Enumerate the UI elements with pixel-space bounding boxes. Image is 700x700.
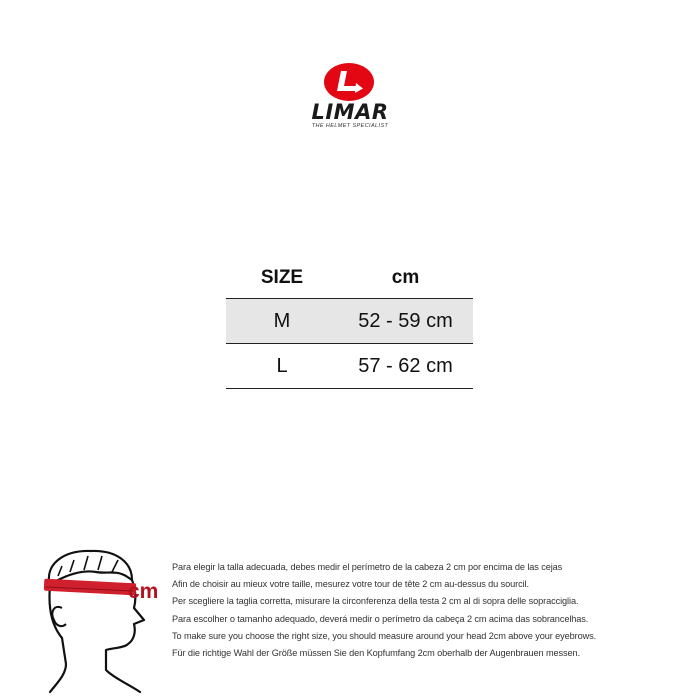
size-table — [226, 258, 473, 389]
instruction-it: Per scegliere la taglia corretta, misurare la circonferenza della testa 2 cm al di sopra delle sopracciglia. — [172, 596, 579, 607]
instruction-fr: Afin de choisir au mieux votre taille, mesurez votre tour de tête 2 cm au-dessus du sourcil. — [172, 579, 529, 590]
cm-range: 52 - 59 cm — [358, 309, 453, 332]
table-row — [226, 344, 473, 389]
cm-range: 57 - 62 cm — [358, 354, 453, 377]
instruction-en: To make sure you choose the right size, you should measure around your head 2cm above your eyebrows. — [172, 630, 597, 641]
header-size: SIZE — [260, 267, 304, 288]
instruction-pt: Para escolher o tamanho adequado, deverá medir o perímetro da cabeça 2 cm acima das sobrancelhas. — [172, 613, 589, 624]
cm-unit-label: cm — [128, 580, 159, 603]
size-value: M — [273, 309, 291, 332]
head-measurement-icon — [36, 546, 166, 696]
table-row — [226, 299, 473, 344]
instruction-de: Für die richtige Wahl der Größe müssen Sie den Kopfumfang 2cm oberhalb der Augenbrauen messen. — [172, 648, 581, 659]
header-cm: cm — [391, 267, 420, 288]
size-value: L — [276, 354, 288, 377]
limar-logo — [290, 62, 410, 134]
instruction-es: Para elegir la talla adecuada, debes medir el perímetro de la cabeza 2 cm por encima de las cejas — [172, 562, 563, 572]
limar-l-icon — [323, 62, 377, 102]
brand-name: LIMAR — [311, 100, 389, 124]
table-header-row — [226, 258, 473, 299]
brand-tagline: THE HELMET SPECIALIST — [311, 123, 389, 129]
measurement-instructions — [172, 559, 692, 662]
